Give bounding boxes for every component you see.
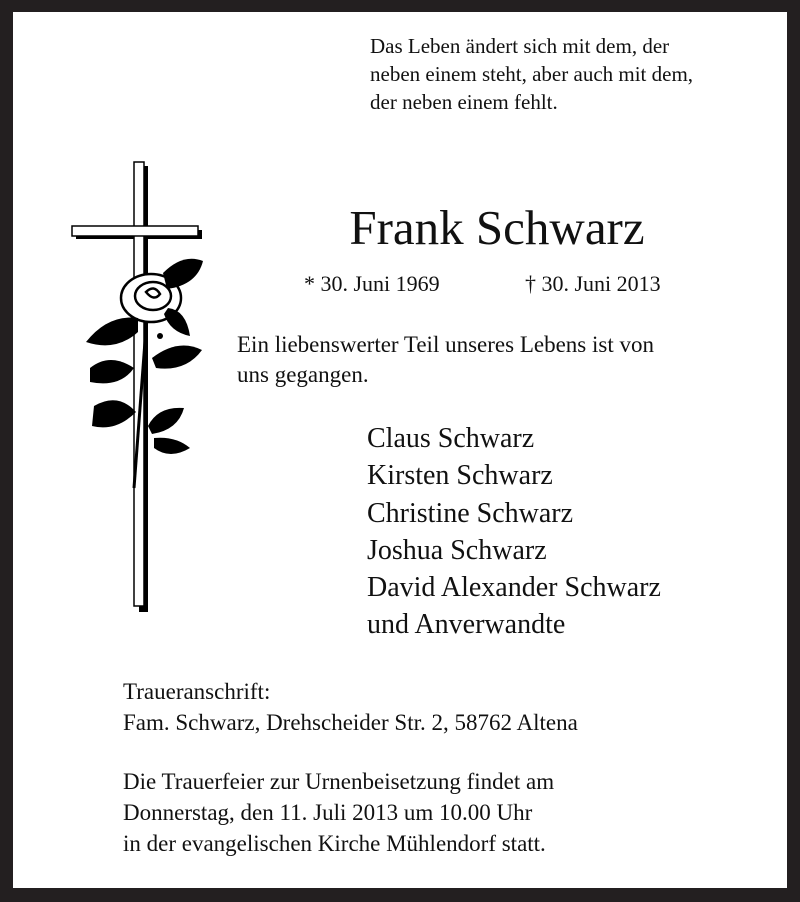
birth-date: * 30. Juni 1969 (304, 271, 440, 296)
mourners-list (367, 420, 661, 644)
mourner: Claus Schwarz (367, 423, 535, 454)
mourning-address (123, 676, 578, 738)
intro-line: Ein liebenswerter Teil unseres Lebens ist von (237, 332, 654, 357)
service-line: in der evangelischen Kirche Mühlendorf statt. (123, 831, 546, 856)
obituary-notice (13, 12, 787, 888)
quote (370, 32, 693, 116)
service-info (123, 766, 554, 859)
quote-line: der neben einem fehlt. (370, 90, 558, 114)
quote-line: neben einem steht, aber auch mit dem, (370, 62, 694, 86)
mourner: Christine Schwarz (367, 497, 574, 529)
intro-line: uns gegangen. (237, 362, 369, 387)
address-label: Traueranschrift: (123, 679, 271, 704)
address-value: Fam. Schwarz, Drehscheider Str. 2, 58762 Altena (123, 710, 578, 735)
mourner: Kirsten Schwarz (367, 460, 553, 492)
service-line: Donnerstag, den 11. Juli 2013 um 10.00 Uhr (123, 800, 533, 825)
intro-text (237, 330, 654, 390)
service-line: Die Trauerfeier zur Urnenbeisetzung findet am (123, 769, 555, 794)
mourner: David Alexander Schwarz (367, 572, 661, 604)
deceased-name: Frank Schwarz (349, 200, 645, 255)
mourner: und Anverwandte (367, 609, 566, 641)
death-date: † 30. Juni 2013 (525, 271, 661, 296)
mourner: Joshua Schwarz (367, 534, 547, 566)
quote-line: Das Leben ändert sich mit dem, der (370, 34, 670, 58)
